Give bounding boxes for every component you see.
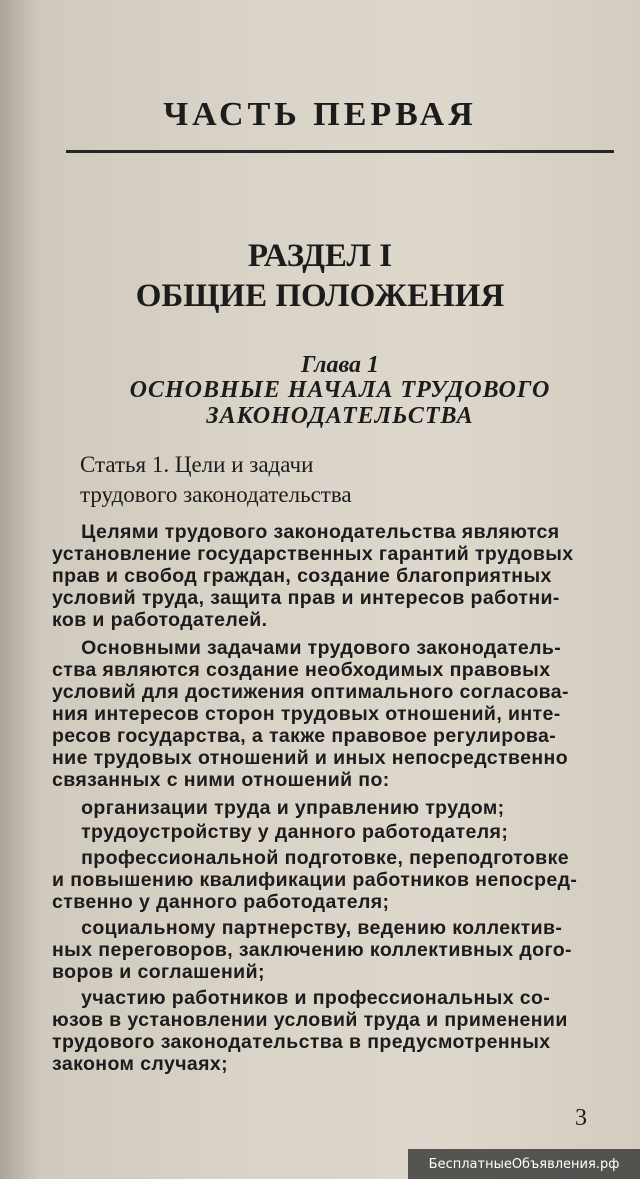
body-line: трудоустройству у данного работодателя; (52, 821, 509, 843)
body-line: организации труда и управлению трудом; (52, 797, 505, 819)
body-line: участию работников и профессиональных со- (52, 987, 551, 1009)
body-line: ков и работодателей. (52, 609, 268, 631)
body-line: трудового законодательства в предусмотренных (52, 1031, 551, 1053)
body-line: ных переговоров, заключению коллективных дого- (52, 939, 572, 961)
page-number: 3 (575, 1105, 587, 1131)
body-line: Основными задачами трудового законодатель- (52, 637, 562, 659)
article-title-line2: трудового законодательства (80, 482, 352, 507)
body-line: социальному партнерству, ведению коллектив- (52, 917, 563, 939)
body-line: ния интересов сторон трудовых отношений, инте- (52, 703, 561, 725)
body-line: воров и соглашений; (52, 961, 265, 983)
body-line: установление государственных гарантий трудовых (52, 543, 574, 565)
body-line: связанных с ними отношений по: (52, 769, 390, 791)
chapter-number: Глава 1 (300, 352, 380, 378)
part-title: ЧАСТЬ ПЕРВАЯ (163, 96, 477, 133)
body-line: ства являются создание необходимых правовых (52, 659, 551, 681)
section-number: РАЗДЕЛ I (247, 238, 393, 274)
body-line: ственно у данного работодателя; (52, 891, 390, 913)
body-line: ресов государства, а также правовое регулирова- (52, 725, 557, 747)
article-title-line1: Статья 1. Цели и задачи (80, 452, 314, 477)
body-line: юзов в установлении условий труда и применении (52, 1009, 568, 1031)
body-line: прав и свобод граждан, создание благоприятных (52, 565, 552, 587)
body-line: ние трудовых отношений и иных непосредственно (52, 747, 569, 769)
chapter-title-line1: ОСНОВНЫЕ НАЧАЛА ТРУДОВОГО (129, 377, 551, 403)
chapter-title-line2: ЗАКОНОДАТЕЛЬСТВА (206, 403, 474, 429)
site-watermark: БесплатныеОбъявления.рф (408, 1149, 640, 1179)
body-line: профессиональной подготовке, переподготовке (52, 847, 569, 869)
body-line: условий для достижения оптимального согласова- (52, 681, 569, 703)
body-line: и повышению квалификации работников непосред- (52, 869, 578, 891)
body-line: Целями трудового законодательства являются (52, 521, 560, 543)
part-title-rule (66, 150, 614, 153)
body-line: законом случаях; (52, 1053, 229, 1075)
section-title: ОБЩИЕ ПОЛОЖЕНИЯ (135, 278, 505, 314)
body-line: условий труда, защита прав и интересов работни- (52, 587, 560, 609)
